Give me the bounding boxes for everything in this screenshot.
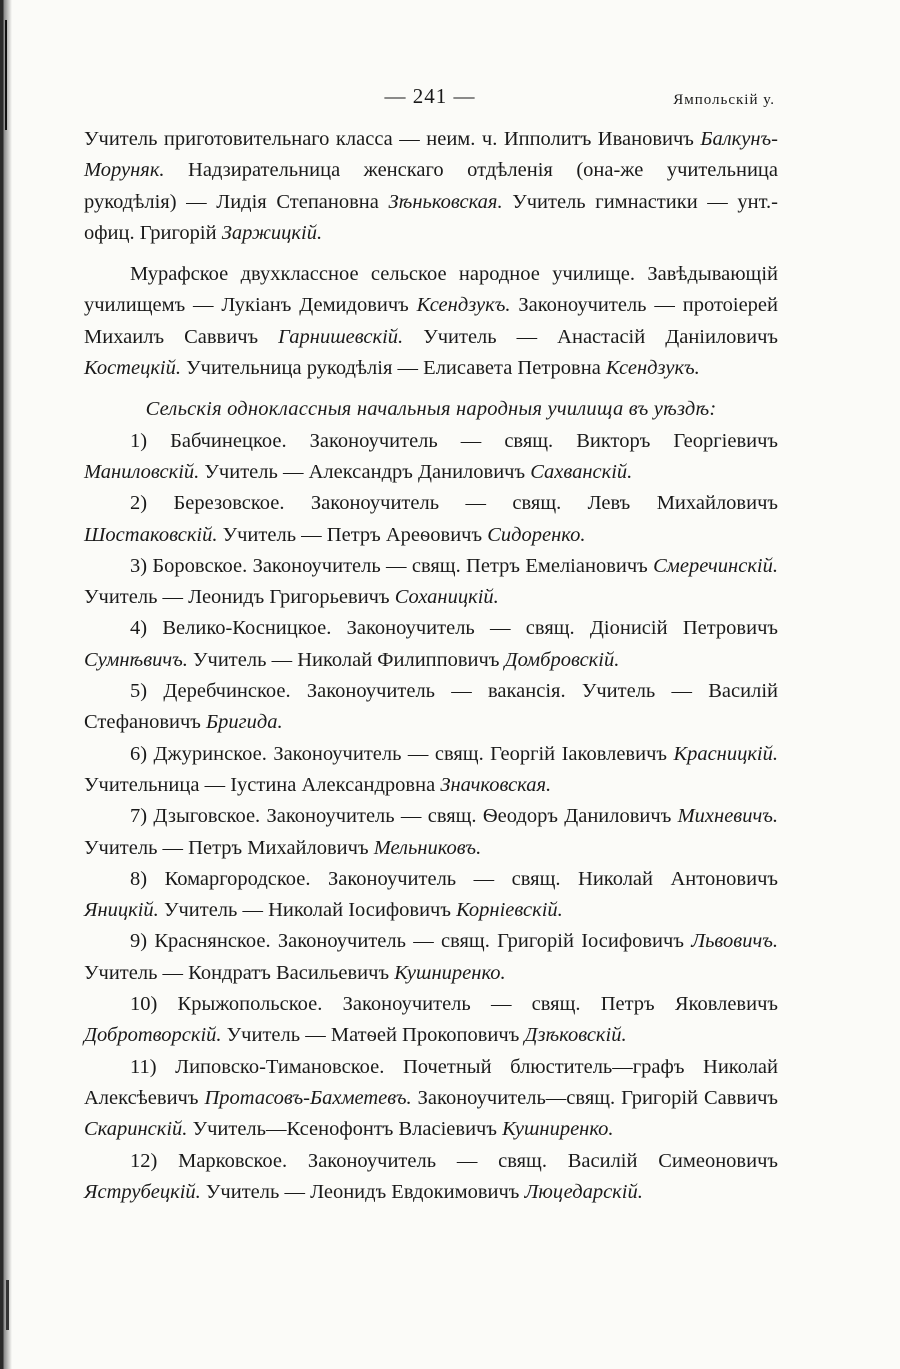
paragraph xyxy=(84,801,778,864)
text-run: Учитель — Петръ Ареѳовичъ xyxy=(217,523,488,546)
surname-italic: Соханицкій. xyxy=(394,586,499,609)
surname-italic: Заржицкій. xyxy=(221,221,323,244)
text-run: 4) Велико-Косницкое. Законоучитель — свящ. Діонисій Петровичъ xyxy=(130,617,778,640)
text-run: Учитель — Матѳей Прокоповичъ xyxy=(221,1024,525,1047)
text-run: Учитель приготовительнаго класса — неим. ч. Ипполитъ Ивановичъ xyxy=(84,128,701,150)
surname-italic: Сумнѣвичъ. xyxy=(84,648,188,671)
text-run: 10) Крыжопольское. Законоучитель — свящ. Петръ Яковлевичъ xyxy=(130,993,778,1016)
text-run: Учитель — Николай Филипповичъ xyxy=(187,648,505,671)
surname-italic: Значковская. xyxy=(440,773,552,796)
surname-italic: Шостаковскій. xyxy=(84,523,218,546)
text-body xyxy=(84,124,778,1208)
surname-italic: Зѣньковская. xyxy=(388,190,503,213)
surname-italic: Яструбецкій. xyxy=(84,1180,201,1203)
surname-italic: Кушниренко. xyxy=(394,961,506,984)
text-run: Законоучитель—свящ. Григорій Саввичъ xyxy=(411,1086,778,1109)
text-run: Учитель — Николай Іосифовичъ xyxy=(158,899,457,922)
paragraph xyxy=(84,989,778,1052)
surname-italic: Мельниковъ. xyxy=(373,836,482,859)
running-head: Ямпольскій у. xyxy=(673,92,775,108)
text-run: Учитель—Ксенофонтъ Власіевичъ xyxy=(187,1118,503,1141)
paragraph-gap xyxy=(84,249,778,259)
text-run: Учитель — Кондратъ Васильевичъ xyxy=(84,961,395,984)
text-run: Учитель — Леонидъ Григорьевичъ xyxy=(84,586,395,609)
surname-italic: Костецкій. xyxy=(84,357,181,380)
text-run: 11) Липовско-Тимановское. Почетный блюститель—графъ Николай Алексѣевичъ xyxy=(84,1055,778,1109)
paragraph xyxy=(84,124,778,249)
text-run: Учительница — Іустина Александровна xyxy=(84,773,441,796)
paragraph xyxy=(84,259,778,384)
surname-italic: Люцедарскій. xyxy=(524,1180,643,1203)
paragraph xyxy=(84,1052,778,1146)
text-run: Законоучитель — протоіерей Михаилъ Саввичъ xyxy=(84,294,778,348)
section-heading: Сельскія одноклассныя начальныя народныя училища въ уѣздѣ: xyxy=(145,398,717,421)
paragraph xyxy=(84,551,778,614)
paragraph xyxy=(84,864,778,927)
paragraph xyxy=(84,488,778,551)
paragraph xyxy=(84,739,778,802)
paragraph xyxy=(84,676,778,739)
page-binding-edge xyxy=(0,0,12,1369)
paragraph xyxy=(84,613,778,676)
surname-italic: Сахванскій. xyxy=(530,460,633,483)
text-run: 5) Деребчинское. Законоучитель — вакансія. Учитель — Василій Стефановичъ xyxy=(84,680,778,734)
surname-italic: Сидоренко. xyxy=(487,523,586,546)
text-run: 7) Дзыговское. Законоучитель — свящ. Ѳеодоръ Даниловичъ xyxy=(130,805,678,828)
surname-italic: Корніевскій. xyxy=(456,899,563,922)
text-run: 6) Джуринское. Законоучитель — свящ. Георгій Іаковлевичъ xyxy=(130,742,674,765)
text-run: Учитель — Александръ Даниловичъ xyxy=(199,460,531,483)
page-header xyxy=(85,84,775,114)
paragraph xyxy=(84,426,778,489)
paragraph xyxy=(84,926,778,989)
text-run: Учитель гимнастики — унт.-офиц. Григорій xyxy=(84,190,779,244)
surname-italic: Бригида. xyxy=(206,711,283,734)
surname-italic: Маниловскій. xyxy=(84,460,200,483)
text-run: Учитель — Петръ Михайловичъ xyxy=(84,836,374,859)
surname-italic: Ксендзукъ. xyxy=(605,357,700,380)
text-run: 2) Березовское. Законоучитель — свящ. Левъ Михайловичъ xyxy=(130,492,778,515)
text-run: 1) Бабчинецкое. Законоучитель — свящ. Викторъ Георгіевичъ xyxy=(130,429,778,452)
page-number: — 241 — xyxy=(384,84,476,108)
text-run: Учитель — Леонидъ Евдокимовичъ xyxy=(200,1180,525,1203)
surname-italic: Львовичъ. xyxy=(691,930,778,953)
paragraph xyxy=(84,1146,778,1209)
surname-italic: Скаринскій. xyxy=(84,1118,188,1141)
text-run: 8) Комаргородское. Законоучитель — свящ. Николай Антоновичъ xyxy=(130,867,778,890)
surname-italic: Дзѣковскій. xyxy=(524,1024,627,1047)
surname-italic: Смеречинскій. xyxy=(653,554,778,577)
text-run: Учительница рукодѣлія — Елисавета Петровна xyxy=(181,357,606,380)
text-run: Надзирательница женскаго отдѣленія (она-же учительница рукодѣлія) — Лидія Степановна xyxy=(84,159,778,213)
text-run: 9) Краснянское. Законоучитель — свящ. Григорій Іосифовичъ xyxy=(130,930,692,953)
text-run: Мурафское двухклассное сельское народное училище. Завѣдывающій училищемъ — Лукіанъ Демидовичъ xyxy=(84,263,778,317)
paragraph-gap xyxy=(84,384,778,394)
surname-italic: Красницкій. xyxy=(673,742,778,765)
surname-italic: Домбровскій. xyxy=(504,648,620,671)
surname-italic: Яницкій. xyxy=(84,899,159,922)
surname-italic: Ксендзукъ. xyxy=(416,294,511,317)
surname-italic: Гарнишевскій. xyxy=(278,325,404,348)
surname-italic: Михневичъ. xyxy=(677,805,778,828)
surname-italic: Балкунъ-Моруняк. xyxy=(84,128,778,182)
surname-italic: Добротворскій. xyxy=(84,1024,222,1047)
surname-italic: Кушниренко. xyxy=(502,1118,614,1141)
text-run: 12) Марковское. Законоучитель — свящ. Василій Симеоновичъ xyxy=(130,1149,778,1172)
surname-italic: Протасовъ-Бахметевъ. xyxy=(204,1086,412,1109)
text-run: Учитель — Анастасій Даніиловичъ xyxy=(403,325,778,348)
text-run: 3) Боровское. Законоучитель — свящ. Петръ Емеліановичъ xyxy=(130,554,654,577)
